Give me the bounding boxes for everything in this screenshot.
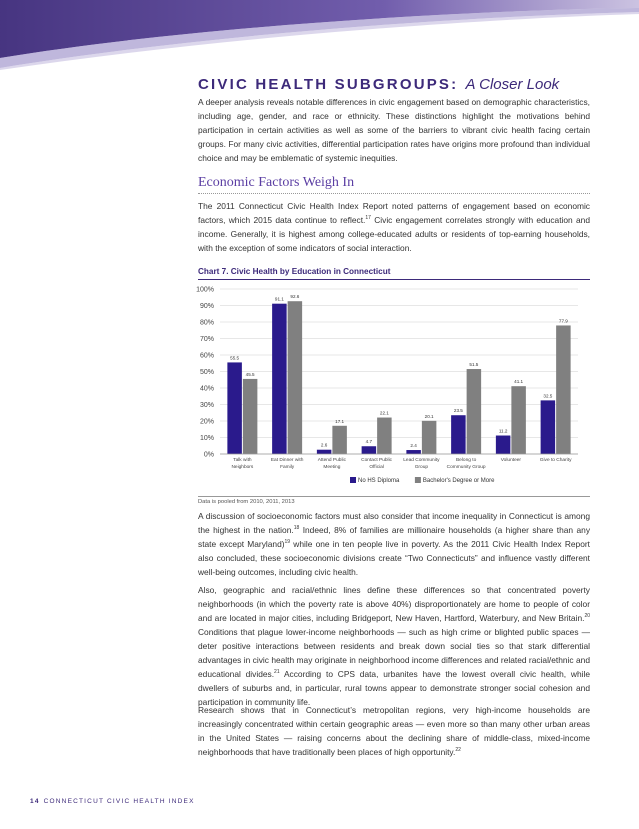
footnote-ref: 21 — [274, 669, 280, 676]
legend-label: Bachelor's Degree or More — [422, 478, 495, 484]
p2-text-b: Indeed, 8% of families are millionaire households (a higher share than any state except Maryland) — [198, 525, 591, 549]
y-tick-label: 20% — [199, 418, 214, 426]
para1-text-a: The 2011 Connecticut Civic Health Index Report noted patterns of engagement based on economic factors, which 2015 data continue to reflect. — [198, 201, 590, 225]
section-divider — [198, 193, 590, 194]
bar — [288, 301, 303, 454]
bar-chart — [190, 283, 590, 493]
p3-text-a: Also, geographic and racial/ethnic lines define these differences so that concentrated poverty neighborhoods (in which the poverty rate is above 40%) disproportionately are home to people of color and are located in major cities, including Bridgeport, New Haven, Hartford, Waterbury, and New Britain. — [198, 585, 590, 623]
title-caps: CIVIC HEALTH SUBGROUPS: — [198, 76, 459, 93]
p4-text-a: Research shows that in Connecticut’s metropolitan regions, very high-income households are increasingly concentrated within certain geographic areas — even more so than many other urban areas in the United States — raising concerns about the declining share of middle-class, mixed-income neighborhoods that have traditionally been places of high opportunity. — [198, 705, 590, 757]
data-label: 17.1 — [335, 418, 345, 424]
p2-text-a: A discussion of socioeconomic factors must also consider that income inequality in Connecticut is among the highest in the nation. — [198, 511, 590, 535]
data-label: 11.2 — [498, 428, 508, 434]
decorative-swoosh — [0, 0, 639, 70]
y-tick-label: 90% — [199, 303, 214, 310]
data-label: 51.5 — [469, 362, 479, 368]
intro-paragraph: A deeper analysis reveals notable differences in civic engagement based on demographic characteristics, including age, gender, and race or ethnicity. These distinctions highlight the motivations behind participation in certain activities as well as some of the barriers to vibrant civic health facing certain groups. For many civic activities, differential participation rates have origins more profound than individual choice and may be emblematic of systemic inequities. — [198, 97, 590, 163]
para1-text-b: Civic engagement correlates strongly with education and income. Generally, it is highest among college-educated adults or residents of top-earning households, with the exception of some indicators of social interaction. — [198, 215, 590, 253]
x-tick-label: Official — [369, 465, 384, 470]
data-label: 92.6 — [290, 294, 300, 300]
chart-caption: Chart 7. Civic Health by Education in Connecticut — [198, 267, 391, 276]
x-tick-label: Lead Community — [403, 458, 440, 463]
legend-swatch — [350, 477, 356, 483]
chart-bottom-rule — [198, 496, 590, 497]
data-label: 2.4 — [410, 443, 417, 449]
bar — [511, 386, 526, 454]
p2-text-c: while one in ten people live in poverty. As the 2011 Civic Health Index Report also concluded, these socioeconomic divisions create “Two Connecticuts” and influence vastly different well-being outcomes, including civic health. — [198, 539, 590, 577]
legend-label: No HS Diploma — [358, 478, 400, 484]
bar — [243, 379, 258, 454]
chart-source-note: Data is pooled from 2010, 2011, 2013 — [198, 499, 295, 505]
data-label: 20.1 — [424, 413, 434, 419]
footnote-ref: 19 — [284, 539, 291, 546]
bar — [362, 446, 377, 454]
footnote-ref: 18 — [293, 525, 300, 532]
x-tick-label: Attend Public — [317, 458, 347, 463]
bar — [496, 436, 511, 454]
body-paragraph-3 — [198, 583, 590, 709]
data-label: 55.5 — [230, 355, 240, 361]
bar — [541, 400, 556, 454]
bar — [377, 418, 392, 454]
p3-text-c: According to CPS data, urbanites have the lowest overall civic health, while dwellers of suburbs and, in particular, rural towns appear to demonstrate stronger social cohesion and participation in community life. — [198, 669, 590, 707]
bar — [317, 450, 332, 454]
bar — [406, 450, 421, 454]
y-tick-label: 40% — [199, 385, 214, 393]
x-tick-label: Volunteer — [500, 458, 522, 463]
bar — [467, 369, 482, 454]
data-label: 45.5 — [245, 371, 255, 377]
data-label: 22.1 — [379, 410, 389, 416]
y-tick-label: 100% — [196, 286, 214, 294]
bar — [332, 426, 347, 454]
bar — [422, 421, 437, 454]
footer-label: CONNECTICUT CIVIC HEALTH INDEX — [43, 798, 195, 805]
x-tick-label: Eat Dinner with — [270, 458, 304, 463]
y-tick-label: 80% — [199, 319, 214, 327]
footnote-ref: 22 — [455, 747, 461, 754]
data-label: 41.1 — [514, 379, 524, 385]
x-tick-label: Give to Charity — [539, 458, 572, 463]
x-tick-label: Neighbors — [231, 465, 254, 470]
data-label: 4.7 — [365, 439, 373, 445]
y-tick-label: 30% — [199, 402, 214, 409]
x-tick-label: Belong to — [455, 458, 477, 463]
x-tick-label: Talk with — [233, 458, 252, 463]
legend-swatch — [415, 477, 421, 483]
y-tick-label: 70% — [199, 336, 214, 343]
bar — [556, 325, 571, 454]
data-label: 91.1 — [274, 296, 284, 302]
footnote-ref: 20 — [584, 613, 590, 620]
x-tick-label: Community Group — [446, 465, 486, 470]
page-number: 14 — [30, 798, 40, 805]
title-italic: A Closer Look — [465, 76, 560, 93]
x-tick-label: Group — [414, 465, 429, 470]
footnote-ref: 17 — [365, 215, 371, 222]
chart-top-rule — [198, 279, 590, 280]
bar — [272, 304, 287, 454]
page-footer — [30, 798, 195, 805]
section-heading: Economic Factors Weigh In — [198, 175, 355, 190]
data-label: 23.5 — [453, 408, 463, 414]
bar — [227, 362, 242, 454]
x-tick-label: Contact Public — [361, 458, 393, 463]
body-paragraph-4 — [198, 703, 590, 759]
body-paragraph-2 — [198, 509, 590, 579]
x-tick-label: Family — [280, 465, 295, 470]
p3-text-b: Conditions that plague lower-income neighborhoods — such as high crime or blighted public spaces — deter positive interactions between residents and break down social ties so that stark differential advantages in civic health may originate in neighborhood income differences and related racial/ethnic and educational divides. — [198, 627, 590, 679]
y-tick-label: 0% — [203, 451, 214, 459]
bar — [451, 415, 466, 454]
data-label: 32.5 — [543, 393, 553, 399]
data-label: 77.9 — [558, 318, 568, 324]
y-tick-label: 10% — [199, 435, 214, 442]
data-label: 2.6 — [320, 442, 328, 448]
x-tick-label: Meeting — [323, 465, 341, 470]
y-tick-label: 60% — [199, 352, 214, 360]
section-paragraph — [198, 199, 590, 255]
page-title — [198, 76, 598, 93]
y-tick-label: 50% — [199, 369, 214, 376]
